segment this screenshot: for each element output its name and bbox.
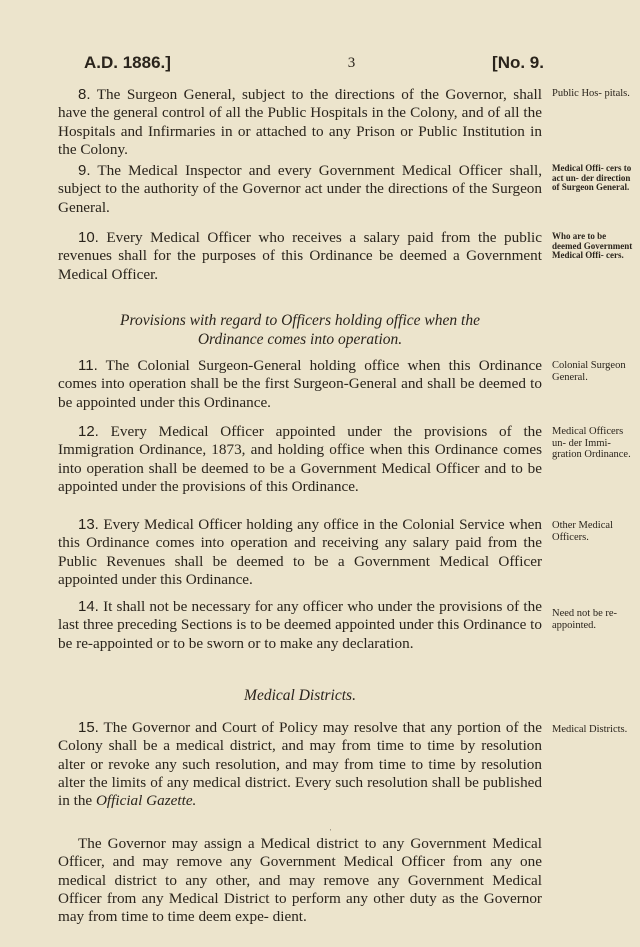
margin-note-medical-officers: Medical Offi- cers to act un- der direction of Surgeon General. (552, 163, 632, 193)
section-9 (58, 162, 542, 217)
section-number: 8. (78, 86, 91, 103)
margin-note-who-deemed: Who are to be deemed Government Medical Offi- cers. (552, 231, 633, 261)
section-number: 13. (78, 516, 99, 533)
margin-note-immigration: Medical Officers un- der Immi- gration Ordinance. (552, 426, 631, 460)
section-13 (58, 516, 542, 589)
section-text: Every Medical Officer who receives a salary paid from the public revenues shall for the purposes of this Ordinance be deemed a Government Medical Officer. (58, 229, 542, 283)
margin-note-colonial-surgeon: Colonial Surgeon General. (552, 360, 626, 383)
margin-note-medical-districts: Medical Districts. (552, 724, 628, 735)
section-text: Every Medical Officer holding any office in the Colonial Service when this Ordinance comes into operation and receiving any salary paid from the Public Revenues shall be deemed to be a Government Medical Officer appointed under this Ordinance. (58, 516, 542, 588)
header-year: A.D. 1886.] (84, 53, 171, 72)
margin-note-other-officers: Other Medical Officers. (552, 520, 613, 543)
section-10 (58, 229, 542, 284)
gazette-reference: Official Gazette. (95, 792, 197, 810)
section-12 (58, 423, 542, 496)
section-text: The Surgeon General, subject to the directions of the Governor, shall have the general control of all the Public Hospitals in the Colony, and of all the Hospitals and Infirmaries in or attached to any Prison or Public Institution in the Colony. (58, 86, 542, 158)
section-text: The Medical Inspector and every Government Medical Officer shall, subject to the authority of the Governor act under the directions of the Surgeon General. (58, 162, 542, 216)
heading-line: Ordinance comes into operation. (197, 331, 403, 348)
margin-note-need-not: Need not be re- appointed. (552, 608, 618, 631)
section-14 (58, 598, 542, 653)
heading-line: Provisions with regard to Officers holding office when the (120, 312, 480, 329)
section-number: 15. (78, 719, 99, 736)
section-11 (58, 357, 542, 412)
section-number: 11. (78, 357, 98, 374)
section-15 (58, 719, 542, 810)
section-text: It shall not be necessary for any officer who under the provisions of the last three preceding Sections is to be deemed appointed under this Ordinance to be re-appointed or to be sworn or to make any declaration. (58, 598, 542, 652)
closing-paragraph (58, 835, 542, 926)
section-number: 14. (78, 598, 99, 615)
heading-medical-districts: Medical Districts. (244, 687, 356, 704)
section-text: Every Medical Officer appointed under the provisions of the Immigration Ordinance, 1873, and holding office when this Ordinance comes into operation shall be deemed to be a Government Medical Officer and to be appointed under the provisions of this Ordinance. (58, 423, 542, 495)
section-text: The Governor and Court of Policy may resolve that any portion of the Colony shall be a medical district, and may from time to time by resolution alter or revoke any such resolution, and may from time to time by resolution alter the limits of any medical district. Every such resolution shall be published in the (58, 719, 542, 810)
section-number: 12. (78, 423, 99, 440)
closing-text: The Governor may assign a Medical district to any Government Medical Officer, and may remove any Government Medical Officer from any one medical district to any other, and may remove any Government Medical Officer from any Medical District to perform any other duty as the Governor may from time to time deem expe- dient. (58, 835, 542, 926)
section-number: 10. (78, 229, 99, 246)
section-text: The Colonial Surgeon-General holding office when this Ordinance comes into operation shall be the first Surgeon-General and shall be deemed to be appointed under this Ordinance. (58, 357, 542, 411)
header-ordinance-number: [No. 9. (492, 53, 544, 72)
heading-provisions (58, 311, 542, 349)
printer-mark: ˈ (329, 828, 332, 837)
margin-note-public-hospitals: Public Hos- pitals. (552, 88, 630, 99)
section-8 (58, 86, 542, 159)
page-number: 3 (347, 54, 356, 71)
section-number: 9. (78, 162, 91, 179)
page-header (84, 46, 544, 80)
